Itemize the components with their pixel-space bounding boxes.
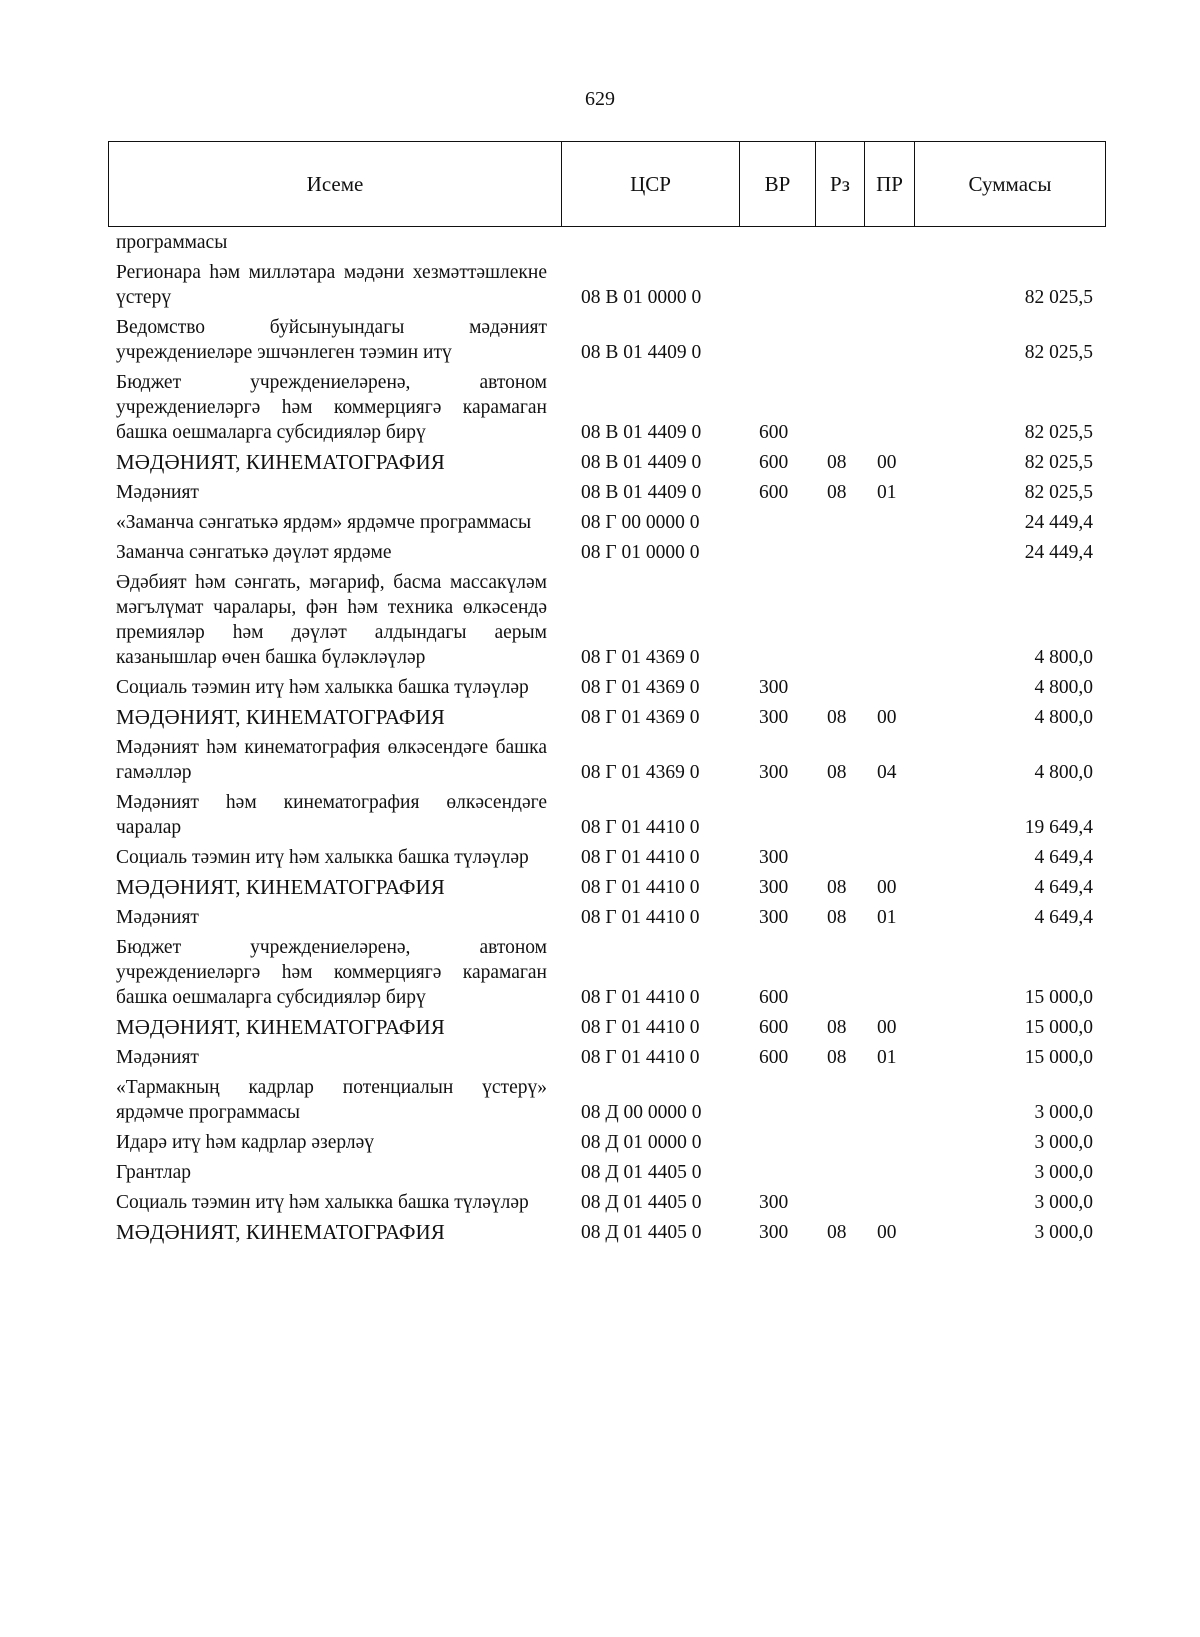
row-name: Мәдәният һәм кинематография өлкәсендәге башка гамәлләр bbox=[116, 737, 547, 783]
row-sum: 15 000,0 bbox=[1024, 987, 1093, 1008]
row-name: Социаль тәэмин итү һәм халыкка башка түләүләр bbox=[116, 847, 529, 868]
row-csr-code: 08 Д 01 4405 0 bbox=[581, 1222, 702, 1243]
row-csr-code: 08 Г 01 4410 0 bbox=[581, 1017, 700, 1038]
row-vr-code bbox=[739, 230, 815, 255]
table-row bbox=[108, 1070, 1105, 1125]
row-rz-code bbox=[815, 1125, 864, 1155]
table-row bbox=[108, 565, 1105, 670]
row-vr-code: 300 bbox=[759, 1222, 789, 1243]
row-name: МӘДӘНИЯТ, КИНЕМАТОГРАФИЯ bbox=[116, 1015, 445, 1039]
row-pr-code: 01 bbox=[877, 482, 897, 503]
row-sum: 82 025,5 bbox=[1024, 452, 1093, 473]
row-name: Заманча сәнгатькә дәүләт ярдәме bbox=[116, 542, 392, 563]
row-name: Ведомство буйсынуындагы мәдәният учреждениеләре эшчәнлеген тәэмин итү bbox=[116, 317, 547, 363]
row-vr-code bbox=[739, 535, 815, 565]
row-vr-code: 300 bbox=[759, 677, 789, 698]
row-pr-code: 01 bbox=[877, 907, 897, 928]
table-row bbox=[108, 870, 1105, 900]
row-sum: 82 025,5 bbox=[1024, 422, 1093, 443]
row-rz-code bbox=[815, 230, 864, 255]
row-vr-code bbox=[739, 255, 815, 310]
row-csr-code: 08 В 01 4409 0 bbox=[581, 422, 702, 443]
table-row bbox=[108, 900, 1105, 930]
table-row bbox=[108, 1040, 1105, 1070]
row-pr-code bbox=[864, 670, 914, 700]
row-csr-code: 08 Г 01 4369 0 bbox=[581, 762, 700, 783]
row-name: МӘДӘНИЯТ, КИНЕМАТОГРАФИЯ bbox=[116, 1220, 445, 1244]
row-name: МӘДӘНИЯТ, КИНЕМАТОГРАФИЯ bbox=[116, 450, 445, 474]
table-row bbox=[108, 840, 1105, 870]
row-name: Социаль тәэмин итү һәм халыкка башка түләүләр bbox=[116, 1192, 529, 1213]
row-csr-code: 08 Г 01 4410 0 bbox=[581, 1047, 700, 1068]
row-vr-code: 600 bbox=[759, 452, 789, 473]
table-row bbox=[108, 1010, 1105, 1040]
row-pr-code bbox=[864, 505, 914, 535]
table-row bbox=[108, 505, 1105, 535]
row-csr-code: 08 В 01 4409 0 bbox=[581, 452, 702, 473]
row-rz-code bbox=[815, 1155, 864, 1185]
row-pr-code: 01 bbox=[877, 1047, 897, 1068]
table-row bbox=[108, 1185, 1105, 1215]
row-rz-code bbox=[815, 1070, 864, 1125]
row-csr-code: 08 Г 01 4410 0 bbox=[581, 987, 700, 1008]
row-csr-code: 08 Г 01 0000 0 bbox=[581, 542, 700, 563]
row-rz-code bbox=[815, 310, 864, 365]
table-row bbox=[108, 785, 1105, 840]
row-pr-code: 00 bbox=[877, 707, 897, 728]
row-rz-code: 08 bbox=[827, 1017, 847, 1038]
row-pr-code bbox=[864, 1185, 914, 1215]
row-name: Мәдәният bbox=[116, 482, 199, 503]
row-pr-code bbox=[864, 840, 914, 870]
row-sum: 82 025,5 bbox=[1024, 482, 1093, 503]
table-row bbox=[108, 700, 1105, 730]
row-sum: 24 449,4 bbox=[1024, 542, 1093, 563]
row-csr-code: 08 Д 01 4405 0 bbox=[581, 1162, 702, 1183]
row-pr-code: 00 bbox=[877, 877, 897, 898]
row-sum: 4 800,0 bbox=[1034, 707, 1093, 728]
row-vr-code: 300 bbox=[759, 907, 789, 928]
row-pr-code: 04 bbox=[877, 762, 897, 783]
row-rz-code bbox=[815, 930, 864, 1010]
row-csr-code: 08 Г 01 4410 0 bbox=[581, 907, 700, 928]
page-number: 629 bbox=[585, 88, 615, 110]
row-rz-code: 08 bbox=[827, 907, 847, 928]
table-row bbox=[108, 1125, 1105, 1155]
row-csr-code: 08 В 01 4409 0 bbox=[581, 342, 702, 363]
row-csr-code: 08 Г 01 4410 0 bbox=[581, 877, 700, 898]
row-vr-code: 300 bbox=[759, 847, 789, 868]
row-csr-code: 08 Д 00 0000 0 bbox=[581, 1102, 702, 1123]
row-csr-code: 08 В 01 4409 0 bbox=[581, 482, 702, 503]
row-vr-code bbox=[739, 565, 815, 670]
row-name: Бюджет учреждениеләренә, автоном учреждениеләргә һәм коммерциягә карамаган башка оешмаларга субсидияләр бирү bbox=[116, 372, 547, 443]
row-sum: 15 000,0 bbox=[1024, 1017, 1093, 1038]
row-rz-code bbox=[815, 505, 864, 535]
row-csr-code: 08 Г 01 4369 0 bbox=[581, 647, 700, 668]
row-pr-code bbox=[864, 230, 914, 255]
row-csr-code bbox=[561, 230, 739, 255]
row-name: МӘДӘНИЯТ, КИНЕМАТОГРАФИЯ bbox=[116, 875, 445, 899]
row-csr-code: 08 Г 01 4369 0 bbox=[581, 677, 700, 698]
row-pr-code bbox=[864, 785, 914, 840]
row-csr-code: 08 Г 01 4410 0 bbox=[581, 817, 700, 838]
row-pr-code: 00 bbox=[877, 1017, 897, 1038]
row-vr-code bbox=[739, 1155, 815, 1185]
row-pr-code bbox=[864, 930, 914, 1010]
row-rz-code: 08 bbox=[827, 707, 847, 728]
column-header-csr: ЦСР bbox=[562, 142, 740, 227]
table-row bbox=[108, 445, 1105, 475]
table-row bbox=[108, 365, 1105, 445]
row-sum: 82 025,5 bbox=[1024, 287, 1093, 308]
row-name: Мәдәният һәм кинематография өлкәсендәге чаралар bbox=[116, 792, 547, 838]
row-vr-code: 600 bbox=[759, 1047, 789, 1068]
row-pr-code bbox=[864, 365, 914, 445]
row-name: Грантлар bbox=[116, 1162, 192, 1183]
table-row bbox=[108, 1215, 1105, 1245]
row-sum: 4 649,4 bbox=[1034, 847, 1093, 868]
column-header-name: Исеме bbox=[109, 142, 562, 227]
row-vr-code bbox=[739, 1070, 815, 1125]
table-row bbox=[108, 930, 1105, 1010]
row-rz-code bbox=[815, 1185, 864, 1215]
table-row bbox=[108, 535, 1105, 565]
row-pr-code bbox=[864, 565, 914, 670]
row-vr-code bbox=[739, 785, 815, 840]
budget-table-body bbox=[108, 230, 1105, 1245]
row-csr-code: 08 В 01 0000 0 bbox=[581, 287, 702, 308]
row-pr-code bbox=[864, 1125, 914, 1155]
row-rz-code bbox=[815, 670, 864, 700]
table-row bbox=[108, 230, 1105, 255]
row-rz-code: 08 bbox=[827, 1047, 847, 1068]
row-rz-code: 08 bbox=[827, 1222, 847, 1243]
row-name: Әдәбият һәм сәнгать, мәгариф, басма массакүләм мәгълүмат чаралары, фән һәм техника өлкәсендә премияләр һәм дәүләт алдындагы аерым казанышлар өчен башка бүләкләүләр bbox=[116, 572, 547, 668]
row-name: Бюджет учреждениеләренә, автоном учреждениеләргә һәм коммерциягә карамаган башка оешмаларга субсидияләр бирү bbox=[116, 937, 547, 1008]
column-header-vr: ВР bbox=[740, 142, 816, 227]
row-name: «Заманча сәнгатькә ярдәм» ярдәмче программасы bbox=[116, 512, 532, 533]
row-name: программасы bbox=[116, 232, 228, 253]
row-vr-code bbox=[739, 1125, 815, 1155]
row-pr-code: 00 bbox=[877, 452, 897, 473]
row-rz-code bbox=[815, 535, 864, 565]
row-sum: 3 000,0 bbox=[1034, 1222, 1093, 1243]
row-sum: 4 649,4 bbox=[1034, 907, 1093, 928]
row-pr-code bbox=[864, 1070, 914, 1125]
row-rz-code bbox=[815, 840, 864, 870]
row-name: Мәдәният bbox=[116, 907, 199, 928]
row-vr-code: 600 bbox=[759, 482, 789, 503]
row-vr-code: 600 bbox=[759, 987, 789, 1008]
row-sum: 15 000,0 bbox=[1024, 1047, 1093, 1068]
row-pr-code bbox=[864, 535, 914, 565]
row-name: Идарә итү һәм кадрлар әзерләү bbox=[116, 1132, 375, 1153]
row-sum: 4 800,0 bbox=[1034, 762, 1093, 783]
row-pr-code bbox=[864, 310, 914, 365]
row-csr-code: 08 Г 01 4369 0 bbox=[581, 707, 700, 728]
table-row bbox=[108, 475, 1105, 505]
row-name: Социаль тәэмин итү һәм халыкка башка түләүләр bbox=[116, 677, 529, 698]
row-rz-code bbox=[815, 565, 864, 670]
row-vr-code bbox=[739, 505, 815, 535]
row-sum: 3 000,0 bbox=[1034, 1162, 1093, 1183]
table-row bbox=[108, 1155, 1105, 1185]
row-name: МӘДӘНИЯТ, КИНЕМАТОГРАФИЯ bbox=[116, 705, 445, 729]
table-row bbox=[108, 730, 1105, 785]
row-rz-code bbox=[815, 255, 864, 310]
table-row bbox=[108, 670, 1105, 700]
row-sum: 4 649,4 bbox=[1034, 877, 1093, 898]
row-rz-code: 08 bbox=[827, 877, 847, 898]
column-header-sum: Суммасы bbox=[915, 142, 1106, 227]
row-vr-code: 600 bbox=[759, 422, 789, 443]
table-row bbox=[108, 255, 1105, 310]
table-row bbox=[108, 310, 1105, 365]
row-sum bbox=[914, 230, 1105, 255]
column-header-pr: ПР bbox=[865, 142, 915, 227]
row-rz-code: 08 bbox=[827, 762, 847, 783]
row-csr-code: 08 Г 00 0000 0 bbox=[581, 512, 700, 533]
row-vr-code: 300 bbox=[759, 762, 789, 783]
row-vr-code: 300 bbox=[759, 1192, 789, 1213]
row-rz-code: 08 bbox=[827, 482, 847, 503]
row-sum: 4 800,0 bbox=[1034, 677, 1093, 698]
row-csr-code: 08 Д 01 4405 0 bbox=[581, 1192, 702, 1213]
row-name: «Тармакның кадрлар потенциалын үстерү» ярдәмче программасы bbox=[116, 1077, 547, 1123]
row-vr-code: 300 bbox=[759, 877, 789, 898]
row-sum: 82 025,5 bbox=[1024, 342, 1093, 363]
row-sum: 4 800,0 bbox=[1034, 647, 1093, 668]
row-sum: 3 000,0 bbox=[1034, 1102, 1093, 1123]
row-pr-code bbox=[864, 1155, 914, 1185]
row-sum: 19 649,4 bbox=[1024, 817, 1093, 838]
row-vr-code bbox=[739, 310, 815, 365]
row-csr-code: 08 Г 01 4410 0 bbox=[581, 847, 700, 868]
row-pr-code bbox=[864, 255, 914, 310]
budget-table bbox=[108, 230, 1105, 1245]
row-rz-code bbox=[815, 365, 864, 445]
row-sum: 24 449,4 bbox=[1024, 512, 1093, 533]
table-header bbox=[108, 141, 1106, 227]
row-vr-code: 300 bbox=[759, 707, 789, 728]
row-rz-code: 08 bbox=[827, 452, 847, 473]
row-vr-code: 600 bbox=[759, 1017, 789, 1038]
column-header-rz: Рз bbox=[816, 142, 865, 227]
row-rz-code bbox=[815, 785, 864, 840]
row-name: Регионара һәм милләтара мәдәни хезмәттәшлекне үстерү bbox=[116, 262, 547, 308]
row-csr-code: 08 Д 01 0000 0 bbox=[581, 1132, 702, 1153]
row-sum: 3 000,0 bbox=[1034, 1132, 1093, 1153]
row-sum: 3 000,0 bbox=[1034, 1192, 1093, 1213]
row-name: Мәдәният bbox=[116, 1047, 199, 1068]
row-pr-code: 00 bbox=[877, 1222, 897, 1243]
